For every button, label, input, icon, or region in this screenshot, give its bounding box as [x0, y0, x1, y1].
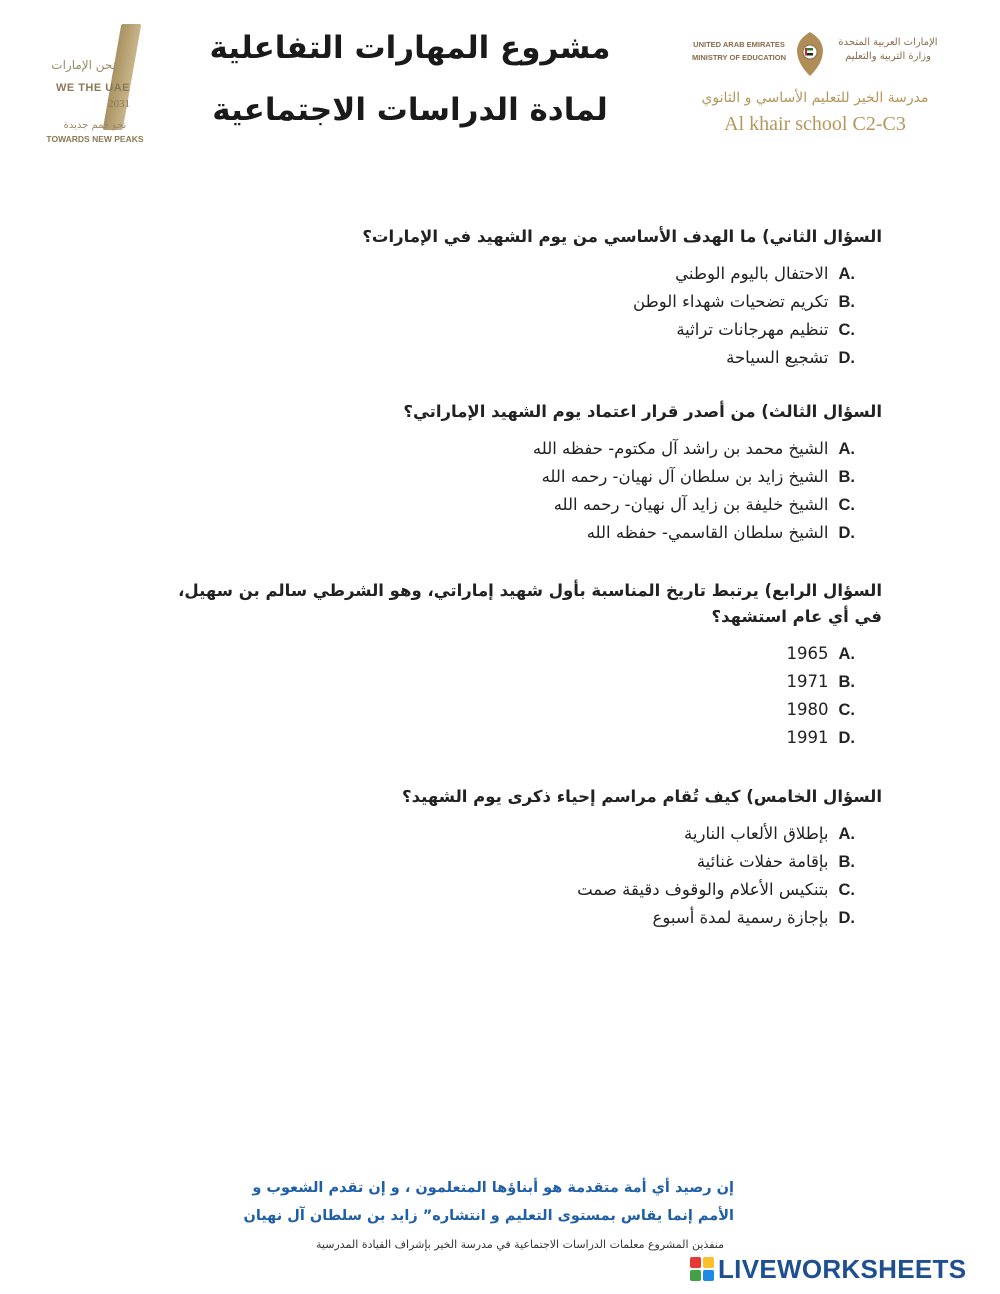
option-text: تشجيع السياحة [726, 348, 829, 367]
option-d[interactable] [122, 519, 855, 547]
option-text: 1980 [786, 700, 829, 719]
option-letter: D. [838, 524, 855, 542]
ministry-english-line1: UNITED ARAB EMIRATES [693, 40, 785, 49]
option-letter: A. [838, 645, 855, 663]
school-name-english: Al khair school C2-C3 [724, 113, 906, 135]
option-text: 1991 [786, 728, 829, 747]
option-b[interactable] [122, 848, 855, 876]
option-letter: C. [838, 496, 855, 514]
logo-arabic-bottom: نحو قمم جديدة [63, 120, 127, 131]
option-d[interactable] [122, 904, 855, 932]
option-text: الشيخ سلطان القاسمي- حفظه الله [586, 523, 829, 542]
we-the-uae-2031-logo [40, 20, 150, 150]
liveworksheets-blocks-icon [690, 1257, 714, 1281]
option-letter: B. [838, 293, 855, 311]
ministry-english-line2: MINISTRY OF EDUCATION [691, 53, 787, 62]
question-text: السؤال الخامس) كيف تُقام مراسم إحياء ذكرى يوم الشهيد؟ [402, 787, 882, 806]
logo-blade-shape [103, 24, 142, 130]
option-d[interactable] [152, 724, 855, 752]
question-2 [122, 224, 882, 372]
logo-year: 2031 [108, 98, 130, 110]
logo-arabic-top: نحن الإمارات [51, 58, 116, 72]
option-letter: C. [838, 701, 855, 719]
option-text: بإقامة حفلات غنائية [696, 852, 829, 871]
options-list [152, 640, 882, 752]
option-letter: B. [838, 673, 855, 691]
liveworksheets-wordmark: LIVEWORKSHEETS [718, 1254, 967, 1284]
ministry-of-education-logo [660, 30, 960, 90]
question-5 [122, 784, 882, 932]
option-text: 1971 [786, 672, 829, 691]
option-letter: D. [838, 729, 855, 747]
question-text: السؤال الرابع) يرتبط تاريخ المناسبة بأول شهيد إماراتي، وهو الشرطي سالم بن سهيل، في أي عام استشهد؟ [178, 581, 882, 626]
project-title-line2: لمادة الدراسات الاجتماعية [212, 92, 608, 128]
question-text: السؤال الثاني) ما الهدف الأساسي من يوم الشهيد في الإمارات؟ [362, 227, 882, 246]
option-text: بإجازة رسمية لمدة أسبوع [652, 908, 829, 927]
logo-english: WE THE UAE [55, 82, 130, 94]
option-b[interactable] [122, 288, 855, 316]
option-letter: D. [838, 909, 855, 927]
project-title-line1: مشروع المهارات التفاعلية [209, 30, 611, 66]
option-text: بإطلاق الألعاب النارية [684, 824, 829, 843]
question-3 [122, 399, 882, 547]
option-b[interactable] [152, 668, 855, 696]
zayed-quote-line2: الأمم إنما يقاس بمستوى التعليم و انتشاره” زايد بن سلطان آل نهيان [243, 1208, 734, 1224]
option-c[interactable] [122, 876, 855, 904]
option-letter: B. [838, 468, 855, 486]
option-text: 1965 [786, 644, 829, 663]
question-text: السؤال الثالث) من أصدر قرار اعتماد يوم الشهيد الإماراتي؟ [403, 402, 882, 421]
option-c[interactable] [122, 316, 855, 344]
option-a[interactable] [122, 260, 855, 288]
logo-english-bottom: TOWARDS NEW PEAKS [46, 134, 144, 144]
option-b[interactable] [122, 463, 855, 491]
option-text: بتنكيس الأعلام والوقوف دقيقة صمت [577, 880, 829, 899]
option-text: الاحتفال باليوم الوطني [675, 264, 829, 283]
option-d[interactable] [122, 344, 855, 372]
option-c[interactable] [152, 696, 855, 724]
option-a[interactable] [152, 640, 855, 668]
option-letter: C. [838, 881, 855, 899]
option-c[interactable] [122, 491, 855, 519]
option-letter: A. [838, 440, 855, 458]
option-letter: B. [838, 853, 855, 871]
options-list [122, 260, 882, 372]
project-credit: منفذين المشروع معلمات الدراسات الاجتماعية في مدرسة الخير بإشراف القيادة المدرسية [316, 1238, 724, 1251]
ministry-english [674, 38, 804, 64]
liveworksheets-logo[interactable] [690, 1254, 990, 1286]
option-letter: A. [838, 265, 855, 283]
option-a[interactable] [122, 435, 855, 463]
option-text: تكريم تضحيات شهداء الوطن [633, 292, 829, 311]
option-letter: C. [838, 321, 855, 339]
zayed-quote-line1: إن رصيد أي أمة متقدمة هو أبناؤها المتعلمون ، و إن تقدم الشعوب و [252, 1180, 734, 1196]
ministry-arabic-line1: الإمارات العربية المتحدة [838, 37, 938, 48]
option-a[interactable] [122, 820, 855, 848]
school-name-arabic: مدرسة الخير للتعليم الأساسي و الثانوي [701, 90, 929, 106]
ministry-arabic-line2: وزارة التربية والتعليم [845, 51, 931, 62]
option-text: الشيخ زايد بن سلطان آل نهيان- رحمه الله [541, 467, 829, 486]
option-letter: D. [838, 349, 855, 367]
uae-emblem-icon [794, 30, 826, 78]
option-letter: A. [838, 825, 855, 843]
options-list [122, 435, 882, 547]
option-text: الشيخ خليفة بن زايد آل نهيان- رحمه الله [553, 495, 829, 514]
option-text: الشيخ محمد بن راشد آل مكتوم- حفظه الله [532, 439, 829, 458]
question-4 [152, 578, 882, 752]
options-list [122, 820, 882, 932]
ministry-arabic [828, 36, 948, 64]
option-text: تنظيم مهرجانات تراثية [676, 320, 829, 339]
